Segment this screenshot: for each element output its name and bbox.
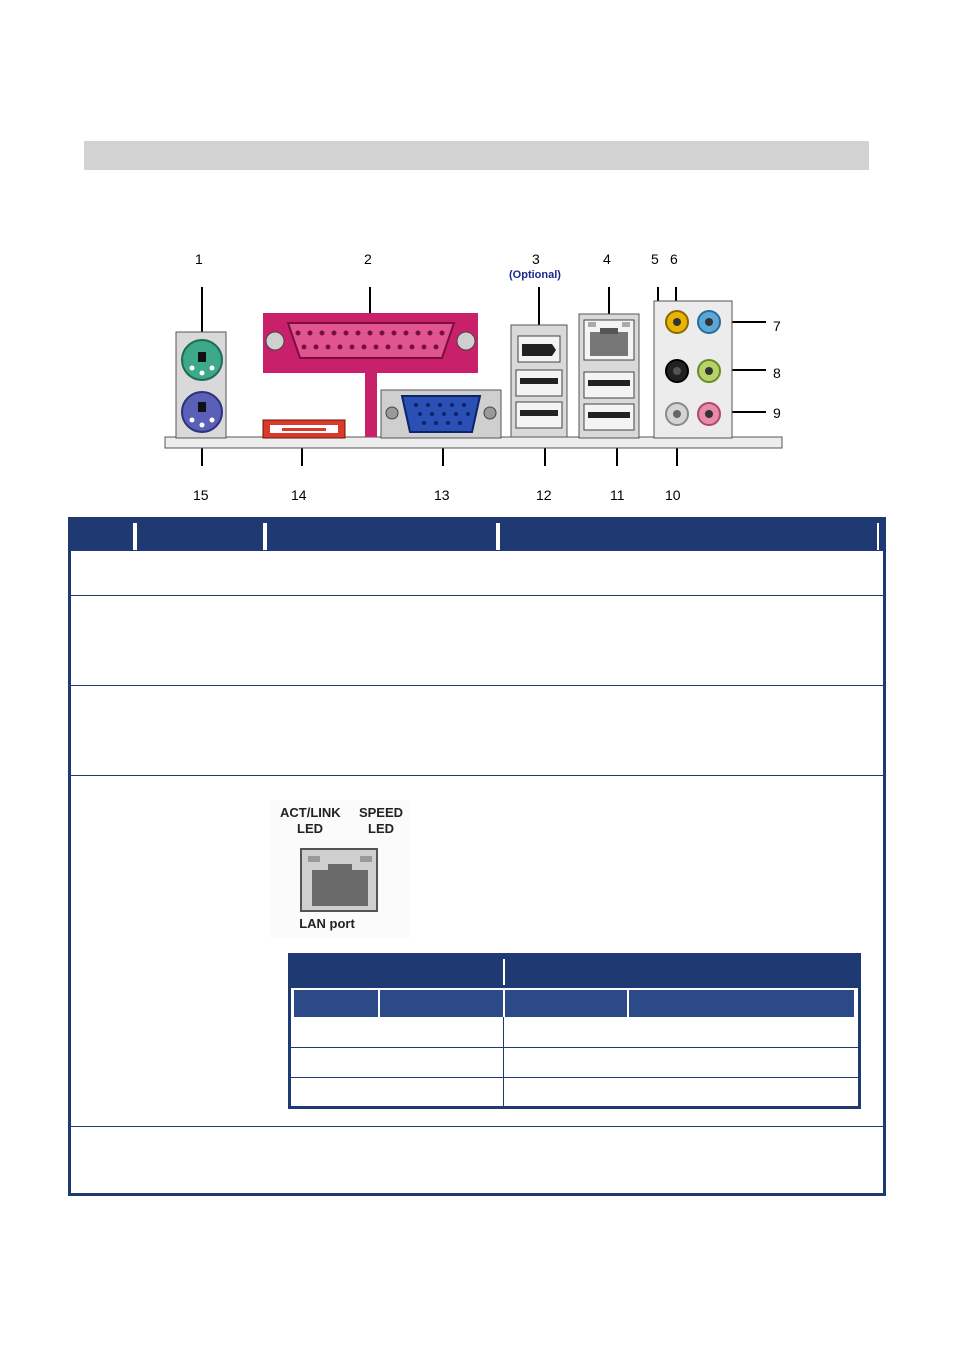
callout-3: 3 (532, 251, 540, 267)
callout-2: 2 (364, 251, 372, 267)
callout-7: 7 (773, 318, 781, 334)
callout-9: 9 (773, 405, 781, 421)
table-row-divider (71, 1126, 883, 1127)
callout-1: 1 (195, 251, 203, 267)
led-table-header (291, 956, 858, 988)
vga-port-icon (381, 390, 501, 438)
callout-5: 5 (651, 251, 659, 267)
callout-12: 12 (536, 487, 552, 503)
lan-port-icon (300, 848, 380, 914)
led-indicator-table (288, 953, 861, 1109)
ps2-keyboard-port-icon (182, 392, 222, 432)
act-link-led-label: ACT/LINK LED (280, 805, 341, 836)
table-row-divider (71, 775, 883, 776)
table-header (71, 520, 883, 551)
speed-led-label: SPEED LED (358, 805, 404, 836)
lan-led-figure (270, 800, 410, 938)
table-row-divider (71, 595, 883, 596)
callout-4: 4 (603, 251, 611, 267)
callout-3-optional-note: (Optional) (509, 269, 561, 281)
callout-15: 15 (193, 487, 209, 503)
callout-8: 8 (773, 365, 781, 381)
callout-13: 13 (434, 487, 450, 503)
lan-port-label: LAN port (299, 916, 355, 931)
section-title-bar (84, 141, 869, 170)
callout-10: 10 (665, 487, 681, 503)
callout-14: 14 (291, 487, 307, 503)
callout-11: 11 (610, 487, 625, 503)
table-row-divider (71, 685, 883, 686)
callout-6: 6 (670, 251, 678, 267)
rear-panel-diagram (150, 240, 790, 480)
audio-jacks-icon (654, 301, 732, 438)
esata-port-icon (263, 420, 345, 438)
